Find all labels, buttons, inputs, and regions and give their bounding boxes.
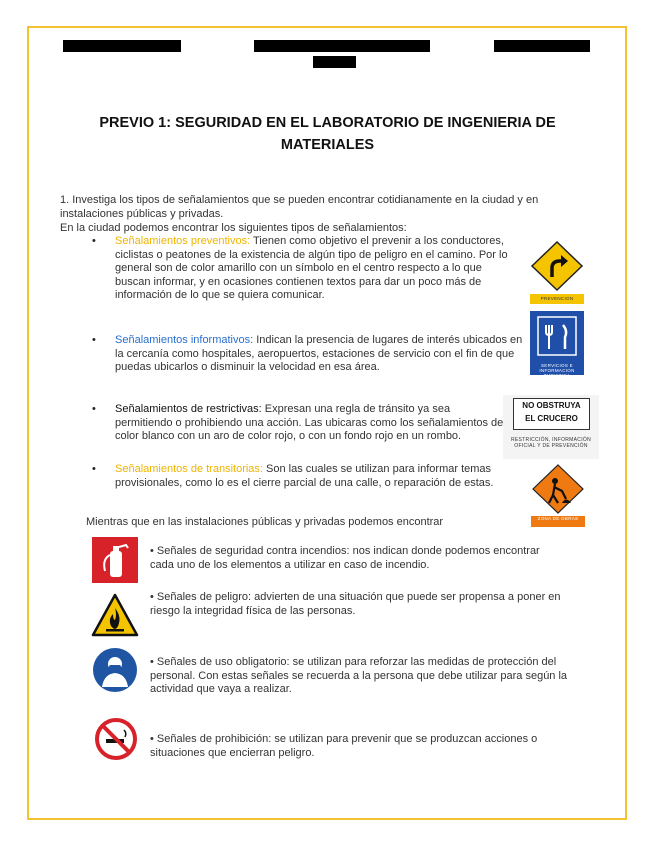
flammable-icon — [91, 593, 139, 637]
restaurant-icon — [530, 311, 584, 361]
facilities-intro-text: Mientras que en las instalaciones públicas y privadas podemos encontrar — [86, 516, 444, 528]
title-line-2: MATERIALES — [280, 137, 375, 153]
face-mask-icon — [92, 647, 138, 693]
fire-extinguisher-icon — [92, 537, 138, 583]
mandatory-sign-image — [92, 647, 138, 693]
danger-sign-image — [91, 593, 139, 637]
bullet-dot: • — [92, 235, 96, 247]
term-informativos: Señalamientos informativos: — [115, 334, 254, 346]
preventive-sign-image — [530, 240, 584, 304]
restrictive-sign-image — [503, 395, 599, 459]
danger-text: • Señales de peligro: advierten de una situación que puede ser propensa a poner en riesgo la integridad física de las personas. — [150, 591, 561, 617]
bullet-dot: • — [92, 463, 96, 475]
question-text: 1. Investiga los tipos de señalamientos que se pueden encontrar cotidianamente en la ciudad y en instalaciones públicas y privadas. — [60, 194, 539, 220]
redacted-name-1 — [63, 40, 181, 52]
prohibition-sign-image — [94, 717, 138, 761]
desc-transitorias: Son las cuales se utilizan para informar temas provisionales, como lo es el cierre parcial de una calle, o reparación de estas. — [115, 463, 494, 489]
page-title — [0, 112, 655, 156]
list-item — [115, 403, 505, 444]
bullet-dot: • — [92, 403, 96, 415]
restrictive-sign-text-1: NO OBSTRUYA — [522, 401, 581, 410]
restrictive-sign-plate — [513, 398, 590, 430]
desc-informativos: Indican la presencia de lugares de interés ubicados en la cercanía como hospitales, aeropuertos, estaciones de servicio con el fin de que puedas ubicarlos o disminuir la velocidad en esa área. — [115, 334, 523, 373]
fire-safety-text: • Señales de seguridad contra incendios: nos indican donde podemos encontrar cada uno de los elementos a utilizar en caso de incendio. — [150, 545, 540, 571]
list-item — [115, 334, 525, 375]
desc-restrictivas: Expresan una regla de tránsito ya sea permitiendo o prohibiendo una acción. Las ubicaras como los señalamientos de color blanco con un aro de color rojo, o con un fondo rojo en un rombo. — [115, 403, 504, 442]
redacted-name-2 — [254, 40, 430, 52]
no-smoking-icon — [94, 717, 138, 761]
fire-safety-sign-image — [92, 537, 138, 583]
redacted-name-4 — [313, 56, 356, 68]
term-transitorias: Señalamientos de transitorias: — [115, 463, 263, 475]
list-item — [115, 235, 520, 303]
term-restrictivas: Señalamientos de restrictivas: — [115, 403, 262, 415]
mandatory-text: • Señales de uso obligatorio: se utilizan para reforzar las medidas de protección del personal. Con estas señales se recuerda a la persona que debe utilizar para según la actividad que vaya a realizar. — [150, 656, 568, 695]
title-line-1: PREVIO 1: SEGURIDAD EN EL LABORATORIO DE INGENIERIA DE — [99, 115, 556, 131]
list-item — [115, 463, 515, 490]
preventive-caption: PREVENCION — [530, 294, 584, 304]
desc-preventivos: Tienen como objetivo el prevenir a los conductores, ciclistas o peatones de la existencia de algún tipo de peligro en el camino. Por lo general son de color amarillo con un símbolo en el centro respecto a lo que buscan informar, y en ocasiones contienen textos para dar un poco más de información de lo que se quiera comunicar. — [115, 235, 508, 301]
transitory-sign-image — [531, 463, 585, 527]
bullet-dot: • — [92, 334, 96, 346]
informative-caption: SERVICIOS E INFORMACION TURISTICA — [539, 363, 575, 378]
prohibition-text: • Señales de prohibición: se utilizan para prevenir que se produzcan acciones o situaciones que encierran peligro. — [150, 733, 538, 759]
curve-arrow-icon — [530, 240, 584, 292]
term-preventivos: Señalamientos preventivos: — [115, 235, 251, 247]
intro-text: En la ciudad podemos encontrar los siguientes tipos de señalamientos: — [60, 222, 407, 234]
road-work-icon — [531, 463, 585, 515]
transitory-caption: ZONA DE OBRAS — [531, 516, 585, 527]
restrictive-caption: RESTRICCIÓN, INFORMACIÓN OFICIAL Y DE PREVENCIÓN — [511, 437, 591, 449]
informative-sign-image — [530, 311, 584, 378]
redacted-name-3 — [494, 40, 590, 52]
restrictive-sign-text-2: EL CRUCERO — [525, 414, 578, 423]
